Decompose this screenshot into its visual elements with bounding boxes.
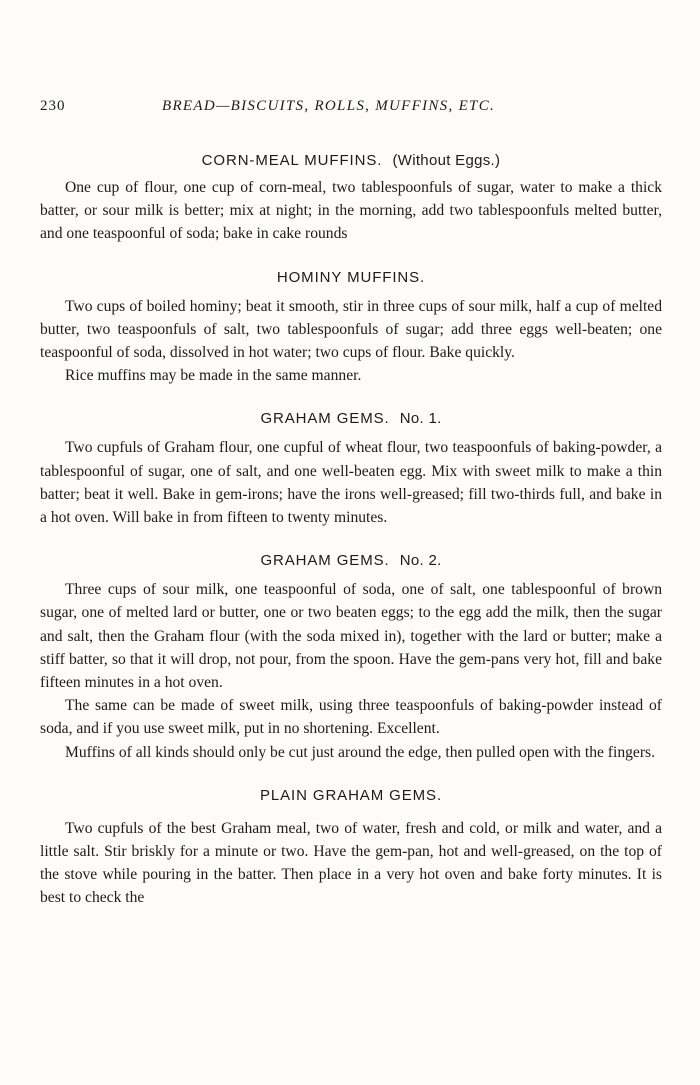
running-head — [40, 98, 662, 124]
recipe-title-note: No. 2. — [399, 552, 442, 570]
recipe-paragraph: One cup of flour, one cup of corn-meal, two tablespoonfuls of sugar, water to make a thick batter, or sour milk is better; mix at night; in the morning, add two tablespoonfuls melted butter, and one teaspoonful of soda; bake in cake rounds — [40, 179, 662, 243]
recipe-paragraph: Two cupfuls of the best Graham meal, two of water, fresh and cold, or milk and water, and a little salt. Stir briskly for a minute or two. Have the gem-pan, hot and well-greased, on the top of the stove while pouring in the batter. Then place in a very hot oven and bake forty minutes. It is best to check the — [40, 819, 662, 907]
page-number: 230 — [40, 98, 66, 114]
recipe-graham-gems-2 — [40, 549, 662, 764]
recipe-title-text: GRAHAM GEMS. — [260, 410, 390, 428]
recipe-title — [40, 266, 662, 289]
recipe-title-text: HOMINY MUFFINS. — [276, 268, 426, 286]
recipe-paragraph: Muffins of all kinds should only be cut just around the edge, then pulled open with the fingers. — [65, 743, 656, 761]
recipe-title — [40, 407, 662, 430]
recipe-paragraph: Two cupfuls of Graham flour, one cupful of wheat flour, two teaspoonfuls of baking-powder, a tablespoonful of sugar, one of salt, and one well-beaten egg. Mix with sweet milk to make a thin batter; beat it well. Bake in gem-irons; have the irons well-greased; fill two-thirds full, and bake in a hot oven. Will bake in from fifteen to twenty minutes. — [40, 439, 662, 527]
recipe-title-note: No. 1. — [399, 410, 442, 428]
recipe-title-text: PLAIN GRAHAM GEMS. — [259, 786, 443, 804]
recipe-title-text: CORN-MEAL MUFFINS. — [201, 152, 383, 169]
book-page — [40, 98, 662, 910]
recipe-paragraph: The same can be made of sweet milk, using three teaspoonfuls of baking-powder instead of soda, and if you use sweet milk, put in no shortening. Excellent. — [40, 697, 662, 738]
recipe-hominy-muffins — [40, 266, 662, 388]
recipe-graham-gems-1 — [40, 407, 662, 529]
recipe-paragraph: Three cups of sour milk, one teaspoonful of soda, one of salt, one tablespoonful of brown sugar, one of melted lard or butter, one or two beaten eggs; to the egg add the milk, then the sugar and salt, then the Graham flour (with the soda mixed in), together with the lard or butter; make a stiff batter, so that it will drop, not pour, from the spoon. Have the gem-pans very hot, fill and bake fifteen minutes in a hot oven. — [40, 581, 662, 692]
recipe-title-text: GRAHAM GEMS. — [260, 552, 390, 570]
recipe-paragraph: Two cups of boiled hominy; beat it smooth, stir in three cups of sour milk, half a cup of melted butter, two teaspoonfuls of salt, two tablespoonfuls of sugar; add three eggs well-beaten; one teaspoonful of soda, dissolved in hot water; two cups of flour. Bake quickly. — [40, 297, 662, 362]
running-title: BREAD—BISCUITS, ROLLS, MUFFINS, ETC. — [162, 98, 496, 114]
recipe-title — [40, 784, 662, 807]
recipe-title-note: (Without Eggs.) — [392, 152, 501, 169]
recipe-title — [40, 149, 662, 172]
recipe-paragraph: Rice muffins may be made in the same manner. — [65, 367, 362, 385]
recipe-plain-graham-gems — [40, 784, 662, 910]
recipe-corn-meal-muffins — [40, 149, 662, 246]
recipe-title — [40, 549, 662, 572]
